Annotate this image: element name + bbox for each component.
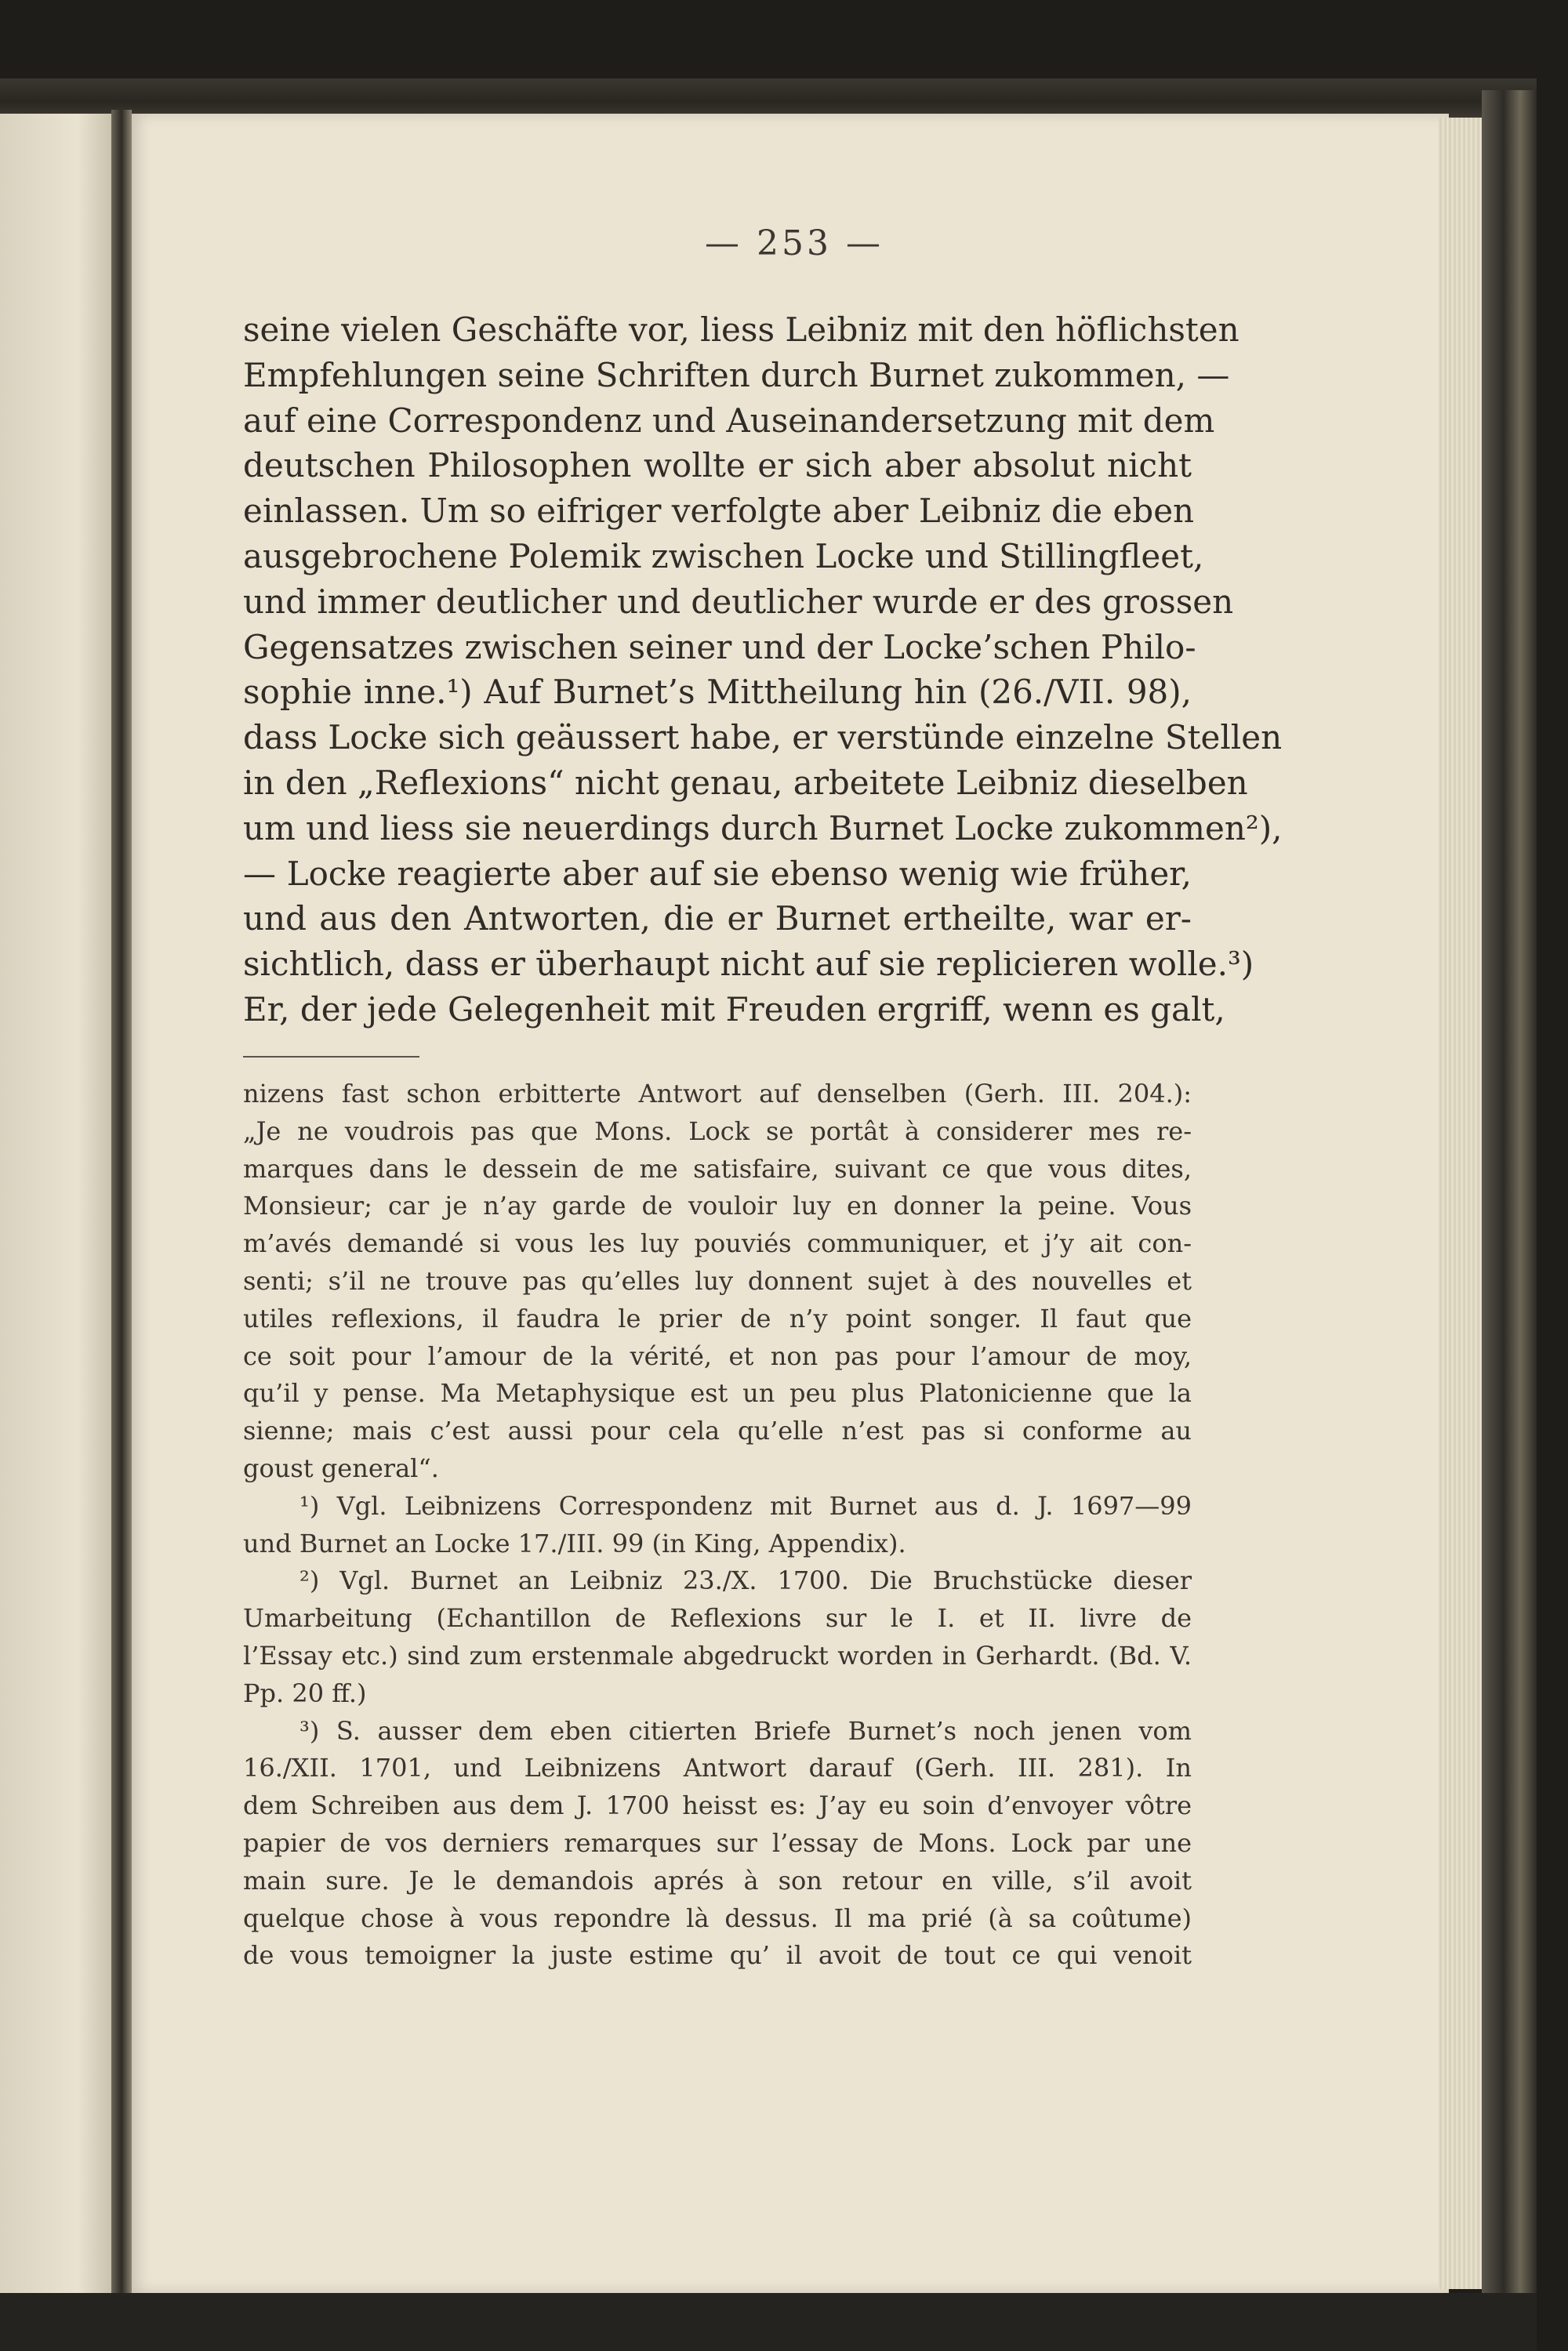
cover-bottom (0, 2293, 1537, 2351)
footnote-3-line: ³) S. ausser dem eben citierten Briefe Burnet’s noch jenen vom (299, 1715, 1192, 1746)
note-line: m’avés demandé si vous les luy pouviés communiquer, et j’y ait con- (243, 1228, 1192, 1259)
text-line: Gegensatzes zwischen seiner und der Locke’schen Philo- (243, 627, 1196, 666)
note-line: goust general“. (243, 1453, 439, 1483)
page-edges (1439, 118, 1482, 2289)
text-line: Empfehlungen seine Schriften durch Burnet zukommen, — (243, 355, 1230, 394)
footnotes (243, 1076, 1192, 1975)
footnote-3-line: de vous temoigner la juste estime qu’ il avoit de tout ce qui venoit (243, 1940, 1192, 1971)
footnote-3-line: quelque chose à vous repondre là dessus. Il ma prié (à sa coûtume) (243, 1903, 1192, 1933)
note-line: marques dans le dessein de me satisfaire, suivant ce que vous dites, (243, 1153, 1192, 1184)
cover-right (1482, 90, 1537, 2301)
page-number: — 253 — (705, 223, 884, 263)
footnote-rule (243, 1056, 419, 1058)
main-text (243, 307, 1283, 1032)
footnote-2-line: ²) Vgl. Burnet an Leibniz 23./X. 1700. Die Bruchstücke dieser (299, 1566, 1192, 1596)
text-line: deutschen Philosophen wollte er sich aber absolut nicht (243, 446, 1192, 485)
text-line: um und liess sie neuerdings durch Burnet Locke zukommen²), (243, 808, 1283, 847)
text-line: ausgebrochene Polemik zwischen Locke und Stillingfleet, (243, 536, 1204, 575)
footnote-2-line: Pp. 20 ff.) (243, 1678, 367, 1708)
note-line: sienne; mais c’est aussi pour cela qu’elle n’est pas si conforme au (243, 1416, 1192, 1446)
note-line: senti; s’il ne trouve pas qu’elles luy donnent sujet à des nouvelles et (243, 1265, 1192, 1296)
text-line: seine vielen Geschäfte vor, liess Leibniz mit den höflichsten (243, 310, 1240, 349)
text-line: in den „Reflexions“ nicht genau, arbeitete Leibniz dieselben (243, 763, 1248, 802)
text-line: Er, der jede Gelegenheit mit Freuden ergriff, wenn es galt, (243, 989, 1225, 1029)
footnote-3-line: dem Schreiben aus dem J. 1700 heisst es: J’ay eu soin d’envoyer vôtre (243, 1790, 1192, 1821)
footnote-mark: ¹) (299, 1490, 320, 1521)
text-line: sichtlich, dass er überhaupt nicht auf sie replicieren wolle.³) (243, 945, 1254, 984)
note-line: „Je ne voudrois pas que Mons. Lock se portât à considerer mes re- (243, 1116, 1192, 1146)
binding-top (0, 78, 1537, 118)
note-line: Monsieur; car je n’ay garde de vouloir luy en donner la peine. Vous (243, 1191, 1192, 1221)
footnote-3-line: papier de vos derniers remarques sur l’essay de Mons. Lock par une (243, 1827, 1192, 1858)
note-line: ce soit pour l’amour de la vérité, et non pas pour l’amour de moy, (243, 1341, 1192, 1371)
footnote-1-line: und Burnet an Locke 17./III. 99 (in King, Appendix). (243, 1528, 906, 1558)
text-line: — Locke reagierte aber auf sie ebenso wenig wie früher, (243, 854, 1192, 893)
text-line: dass Locke sich geäussert habe, er verstünde einzelne Stellen (243, 718, 1283, 757)
footnote-1-line: ¹) Vgl. Leibnizens Correspondenz mit Burnet aus d. J. 1697—99 (299, 1490, 1192, 1521)
footnote-2-line: Umarbeitung (Echantillon de Reflexions sur le I. et II. livre de (243, 1603, 1192, 1634)
note-line: nizens fast schon erbitterte Antwort auf denselben (Gerh. III. 204.): (243, 1079, 1192, 1108)
footnote-3-line: main sure. Je le demandois aprés à son retour en ville, s’il avoit (243, 1865, 1192, 1896)
left-page-edge (0, 114, 111, 2293)
text-line: sophie inne.¹) Auf Burnet’s Mittheilung hin (26./VII. 98), (243, 673, 1192, 712)
note-line: qu’il y pense. Ma Metaphysique est un peu plus Platonicienne que la (243, 1378, 1192, 1409)
text-line: und immer deutlicher und deutlicher wurde er des grossen (243, 582, 1234, 621)
footnote-mark: ²) (299, 1566, 320, 1596)
text-line: einlassen. Um so eifriger verfolgte aber Leibniz die eben (243, 492, 1195, 531)
note-line: utiles reflexions, il faudra le prier de n’y point songer. Il faut que (243, 1303, 1192, 1333)
book-gutter (111, 110, 132, 2297)
footnote-2-line: l’Essay etc.) sind zum erstenmale abgedruckt worden in Gerhardt. (Bd. V. (243, 1640, 1192, 1671)
footnote-mark: ³) (299, 1715, 320, 1746)
footnote-3-line: 16./XII. 1701, und Leibnizens Antwort darauf (Gerh. III. 281). In (243, 1753, 1192, 1783)
text-line: und aus den Antworten, die er Burnet ertheilte, war er- (243, 899, 1192, 938)
text-line: auf eine Correspondenz und Auseinandersetzung mit dem (243, 401, 1215, 440)
